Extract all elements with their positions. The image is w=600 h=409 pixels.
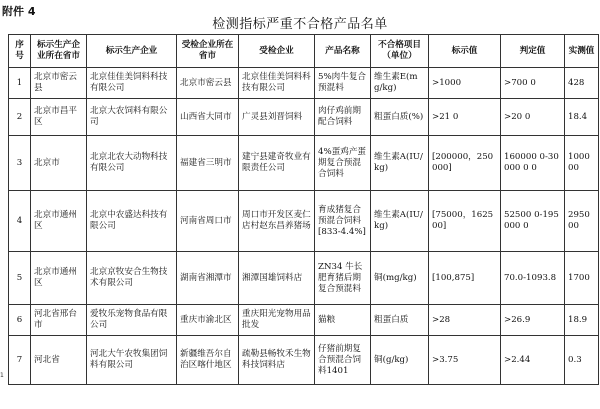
header-cell-product: 产品名称	[315, 35, 371, 68]
header-cell-inspected-province: 受检企业所在省市	[177, 35, 239, 68]
header-cell-label-value: 标示值	[429, 35, 501, 68]
header-cell-label-province: 标示生产企业所在省市	[31, 35, 87, 68]
cell-inspected-province: 河南省周口市	[177, 191, 239, 252]
table-row	[9, 136, 599, 191]
table-row	[9, 252, 599, 305]
cell-label-value: >21 0	[429, 99, 501, 136]
table-row	[9, 305, 599, 336]
cell-item: 粗蛋白质	[371, 305, 429, 336]
cell-index: 3	[9, 136, 31, 191]
cell-label-value: >1000	[429, 68, 501, 99]
header-cell-label-company: 标示生产企业	[87, 35, 177, 68]
cell-label-value: >3.75	[429, 336, 501, 385]
cell-product: 4%蛋鸡产蛋期复合预混合饲料	[315, 136, 371, 191]
cell-inspected-company: 周口市开发区麦仁店村赵东昌养猪场	[239, 191, 315, 252]
cell-index: 1	[9, 68, 31, 99]
cell-inspected-company: 重庆阳光宠物用品批发	[239, 305, 315, 336]
header-cell-measured-value: 实测值	[565, 35, 599, 68]
cell-inspected-province: 重庆市渝北区	[177, 305, 239, 336]
cell-measured-value: 428	[565, 68, 599, 99]
cell-label-company: 河北大午农牧集团饲料有限公司	[87, 336, 177, 385]
cell-label-province: 北京市密云县	[31, 68, 87, 99]
cell-label-company: 北京中农盛达科技有限公司	[87, 191, 177, 252]
nonconforming-products-table	[8, 34, 599, 385]
cell-product: 仔猪前期复合预混合饲料1401	[315, 336, 371, 385]
cell-judge-value: >700 0	[501, 68, 565, 99]
table-row	[9, 336, 599, 385]
table-row	[9, 68, 599, 99]
cell-label-province: 河北省邢台市	[31, 305, 87, 336]
header-cell-item: 不合格项目（单位）	[371, 35, 429, 68]
cell-label-province: 北京市通州区	[31, 252, 87, 305]
cell-item: 铜(g/kg)	[371, 336, 429, 385]
cell-inspected-company: 广灵县刘晋饲料	[239, 99, 315, 136]
cell-inspected-company: 建宁县建奇牧业有限责任公司	[239, 136, 315, 191]
cell-inspected-company: 北京佳佳美饲料科技有限公司	[239, 68, 315, 99]
table-row	[9, 191, 599, 252]
cell-inspected-province: 福建省三明市	[177, 136, 239, 191]
cell-inspected-province: 山西省大同市	[177, 99, 239, 136]
cell-item: 维生素A(IU/kg)	[371, 136, 429, 191]
cell-judge-value: >2.44	[501, 336, 565, 385]
cell-item: 粗蛋白质(%)	[371, 99, 429, 136]
cell-label-company: 北京北农大动物科技有限公司	[87, 136, 177, 191]
cell-label-company: 北京大农饲料有限公司	[87, 99, 177, 136]
header-cell-inspected-company: 受检企业	[239, 35, 315, 68]
cell-judge-value: 70.0-1093.8	[501, 252, 565, 305]
table-row	[9, 99, 599, 136]
cell-label-value: [100,875]	[429, 252, 501, 305]
cell-label-value: [75000，162500]	[429, 191, 501, 252]
cell-product: 育成猪复合预混合饲料[833-4.4%]	[315, 191, 371, 252]
cell-judge-value: 52500 0-195000 0	[501, 191, 565, 252]
cell-measured-value: 295000	[565, 191, 599, 252]
cell-product: ZN34 牛长肥育猪后期复合预混料	[315, 252, 371, 305]
cell-inspected-company: 湘潭国雄饲料店	[239, 252, 315, 305]
cell-index: 4	[9, 191, 31, 252]
cell-index: 5	[9, 252, 31, 305]
header-cell-index: 序号	[9, 35, 31, 68]
cell-item: 维生素E(mg/kg)	[371, 68, 429, 99]
header-cell-judge-value: 判定值	[501, 35, 565, 68]
cell-measured-value: 18.4	[565, 99, 599, 136]
page-mark: 1	[0, 372, 4, 379]
cell-label-company: 北京京牧安合生物技术有限公司	[87, 252, 177, 305]
cell-judge-value: >26.9	[501, 305, 565, 336]
cell-judge-value: >20 0	[501, 99, 565, 136]
cell-measured-value: 1700	[565, 252, 599, 305]
cell-label-value: >28	[429, 305, 501, 336]
cell-label-province: 河北省	[31, 336, 87, 385]
cell-index: 7	[9, 336, 31, 385]
cell-label-value: [200000，250000]	[429, 136, 501, 191]
page-title: 检测指标严重不合格产品名单	[212, 17, 388, 32]
cell-judge-value: 160000 0-30000 0 0	[501, 136, 565, 191]
cell-label-province: 北京市	[31, 136, 87, 191]
cell-item: 铜(mg/kg)	[371, 252, 429, 305]
header-row	[9, 35, 599, 68]
cell-measured-value: 100000	[565, 136, 599, 191]
cell-measured-value: 0.3	[565, 336, 599, 385]
cell-product: 猫粮	[315, 305, 371, 336]
cell-item: 维生素A(IU/kg)	[371, 191, 429, 252]
cell-label-province: 北京市通州区	[31, 191, 87, 252]
cell-product: 肉仔鸡前期配合饲料	[315, 99, 371, 136]
cell-label-company: 爱牧乐宠物食品有限公司	[87, 305, 177, 336]
cell-measured-value: 18.9	[565, 305, 599, 336]
cell-label-company: 北京佳佳美饲料科技有限公司	[87, 68, 177, 99]
cell-product: 5%肉牛复合预混料	[315, 68, 371, 99]
cell-inspected-company: 疏勒县畅牧禾生物科技饲料店	[239, 336, 315, 385]
cell-index: 2	[9, 99, 31, 136]
cell-index: 6	[9, 305, 31, 336]
cell-inspected-province: 北京市密云县	[177, 68, 239, 99]
cell-label-province: 北京市昌平区	[31, 99, 87, 136]
cell-inspected-province: 湖南省湘潭市	[177, 252, 239, 305]
attachment-label: 附件 4	[2, 5, 36, 18]
cell-inspected-province: 新疆维吾尔自治区喀什地区	[177, 336, 239, 385]
